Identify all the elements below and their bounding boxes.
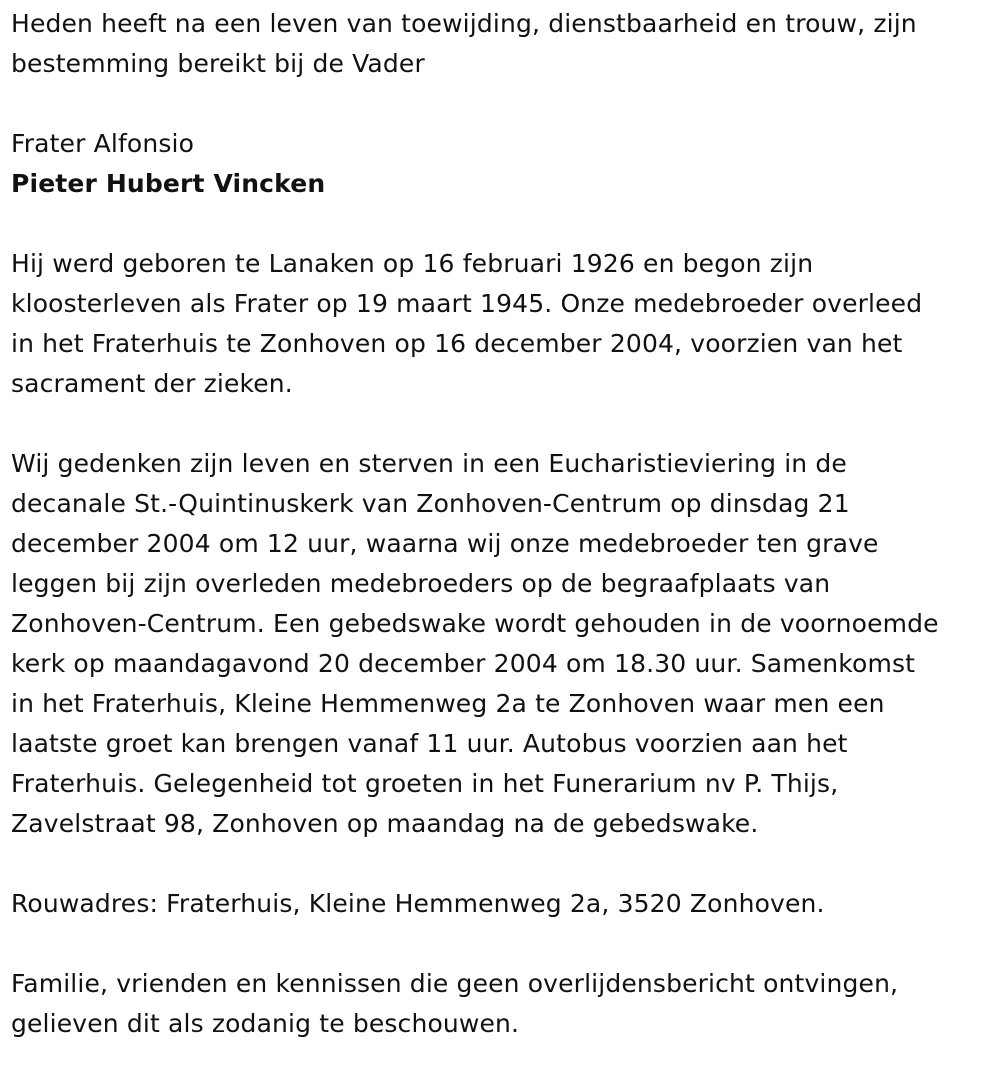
spacer: [11, 844, 996, 884]
closing-paragraph: Familie, vrienden en kennissen die geen overlijdensbericht ontvingen, gelieven dit als zodanig te beschouwen.: [11, 969, 899, 1038]
spacer: [11, 924, 996, 964]
spacer: [11, 204, 996, 244]
spacer: [11, 84, 996, 124]
ceremony-paragraph: Wij gedenken zijn leven en sterven in een Eucharistieviering in de decanale St.-Quintinuskerk van Zonhoven-Centrum op dinsdag 21 december 2004 om 12 uur, waarna wij onze medebroeder ten grave leggen bij zijn overleden medebroeders op de begraafplaats van Zonhoven-Centrum. Een gebedswake wordt gehouden in de voornoemde kerk op maandagavond 20 december 2004 om 18.30 uur. Samenkomst in het Fraterhuis, Kleine Hemmenweg 2a te Zonhoven waar men een laatste groet kan brengen vanaf 11 uur. Autobus voorzien aan het Fraterhuis. Gelegenheid tot groeten in het Funerarium nv P. Thijs, Zavelstraat 98, Zonhoven op maandag na de gebedswake.: [11, 449, 939, 838]
biography-paragraph: Hij werd geboren te Lanaken op 16 februari 1926 en begon zijn kloosterleven als Frater op 19 maart 1945. Onze medebroeder overleed in het Fraterhuis te Zonhoven op 16 december 2004, voorzien van het sacrament der zieken.: [11, 249, 923, 398]
spacer: [11, 404, 996, 444]
religious-name: Frater Alfonsio: [11, 129, 195, 158]
full-name: Pieter Hubert Vincken: [11, 169, 326, 198]
intro-paragraph: Heden heeft na een leven van toewijding, dienstbaarheid en trouw, zijn bestemming bereikt bij de Vader: [11, 9, 917, 78]
mourning-address: Rouwadres: Fraterhuis, Kleine Hemmenweg 2a, 3520 Zonhoven.: [11, 889, 825, 918]
death-notice: [11, 4, 996, 1044]
